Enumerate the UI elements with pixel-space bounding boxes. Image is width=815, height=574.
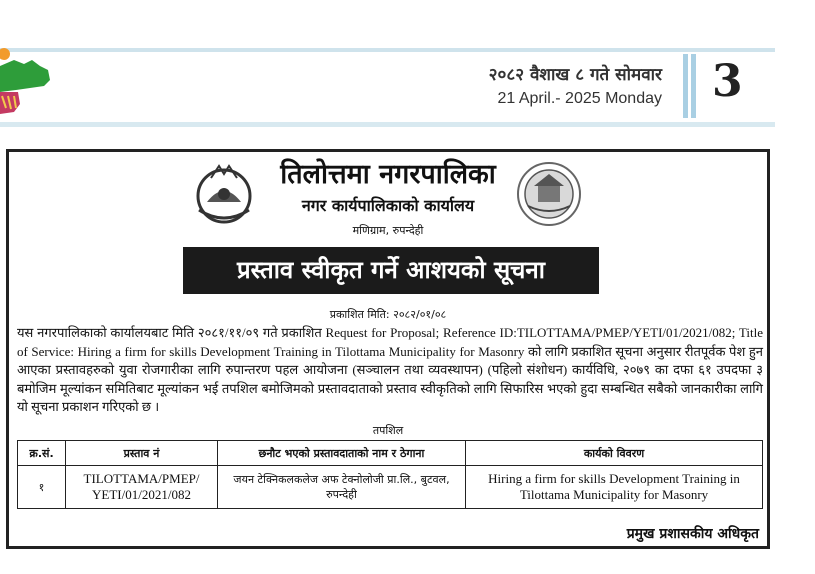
notice-title: प्रस्ताव स्वीकृत गर्ने आशयको सूचना bbox=[183, 247, 599, 294]
nepal-map-icon bbox=[0, 46, 56, 124]
column-header-description: कार्यको विवरण bbox=[466, 441, 763, 466]
column-header-sn: क्र.सं. bbox=[18, 441, 66, 466]
signatory: प्रमुख प्रशासकीय अधिकृत bbox=[626, 526, 759, 542]
office-location: मणिग्राम, रुपन्देही bbox=[352, 224, 424, 237]
table-row bbox=[18, 466, 763, 509]
date-nepali: २०८२ वैशाख ८ गते सोमवार bbox=[488, 65, 662, 85]
organization-name: तिलोत्तमा नगरपालिका bbox=[280, 159, 496, 190]
header-divider bbox=[0, 48, 775, 52]
page-number: 3 bbox=[712, 56, 743, 107]
header-divider-bottom bbox=[0, 122, 775, 127]
cell-proposal-no: TILOTTAMA/PMEP/ YETI/01/2021/082 bbox=[66, 466, 218, 509]
schedule-label: तपशिल bbox=[372, 424, 404, 437]
published-date: प्रकाशित मिति: २०८२/०१/०८ bbox=[329, 308, 447, 321]
selected-bidder-table bbox=[17, 440, 763, 509]
office-name: नगर कार्यपालिकाको कार्यालय bbox=[301, 196, 475, 215]
page-marker-bars bbox=[683, 54, 703, 118]
newspaper-header bbox=[0, 0, 815, 132]
column-header-proposal-no: प्रस्ताव नं bbox=[66, 441, 218, 466]
column-header-bidder: छनौट भएको प्रस्तावदाताको नाम र ठेगाना bbox=[218, 441, 466, 466]
table-header-row bbox=[18, 441, 763, 466]
notice-box bbox=[6, 149, 770, 549]
date-english: 21 April.- 2025 Monday bbox=[497, 90, 662, 107]
cell-selected-bidder: जयन टेक्निकलकलेज अफ टेक्नोलोजी प्रा.लि., बुटवल, रुपन्देही bbox=[218, 466, 466, 509]
cell-description: Hiring a firm for skills Development Training in Tilottama Municipality for Masonry bbox=[466, 466, 763, 509]
notice-body: यस नगरपालिकाको कार्यालयबाट मिति २०८१/११/०९ गते प्रकाशित Request for Proposal; Reference ID:TILOTTAMA/PMEP/YETI/01/2021/082; Title of Service: Hiring a firm for skills Development Training in Tilottama Municipality for Masonry को लागि प्रकाशित सूचना अनुसार रीतपूर्वक पेश हुन आएका प्रस्तावहरुको युवा रोजगारीका लागि रुपान्तरण पहल आयोजना (सञ्चालन तथा व्यवस्थापन) (पहिलो संशोधन) कार्यविधि, २०७९ का दफा ६१ उपदफा ३ बमोजिम मूल्यांकन समितिबाट मूल्यांकन भई तपशिल बमोजिमको प्रस्तावदाताको प्रस्ताव स्वीकृतिको लागि सिफारिस भएको हुदा सम्बन्धित सबैको जानकारीका लागि यो सूचना प्रकाशन गरिएको छ । bbox=[17, 325, 763, 414]
cell-sn: १ bbox=[18, 466, 66, 509]
